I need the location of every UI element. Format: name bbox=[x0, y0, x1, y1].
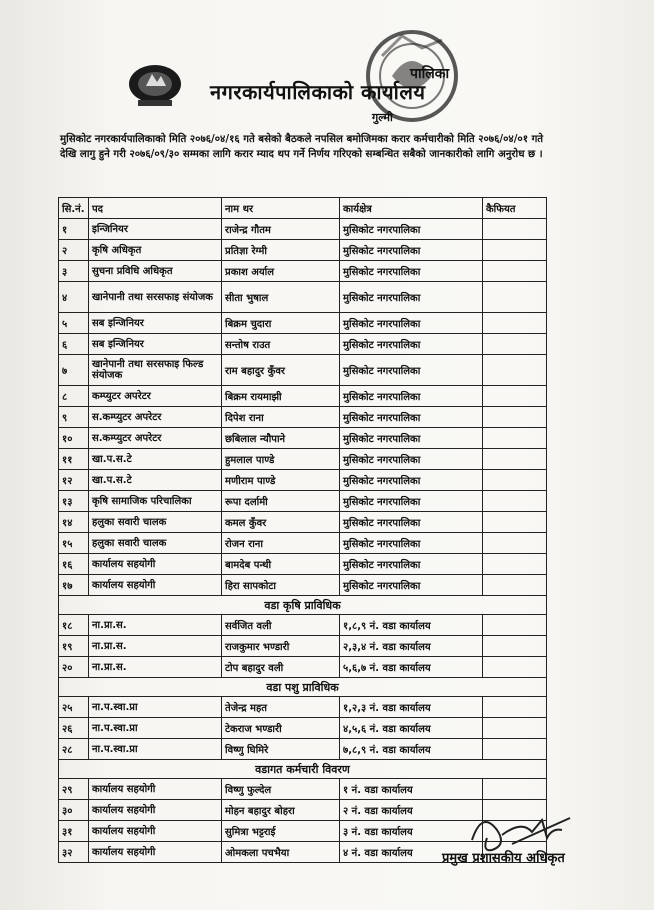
col-header-sn: सि.नं. bbox=[59, 198, 89, 219]
cell-post: ना.प.स्वा.प्रा bbox=[89, 739, 222, 760]
cell-area: मुसिकोट नगरपालिका bbox=[340, 512, 483, 533]
cell-area: मुसिकोट नगरपालिका bbox=[340, 491, 483, 512]
col-header-name: नाम थर bbox=[222, 198, 340, 219]
cell-remark bbox=[483, 697, 547, 718]
cell-sn: २८ bbox=[59, 739, 89, 760]
cell-post: सुचना प्रविधि अधिकृत bbox=[89, 261, 222, 282]
cell-name: प्रतिज्ञा रेग्मी bbox=[222, 240, 340, 261]
signature-mark-icon bbox=[452, 800, 602, 880]
cell-post: खा.प.स.टे bbox=[89, 449, 222, 470]
cell-name: कमल कुँवर bbox=[222, 512, 340, 533]
cell-sn: ४ bbox=[59, 282, 89, 313]
cell-remark bbox=[483, 428, 547, 449]
cell-area: मुसिकोट नगरपालिका bbox=[340, 313, 483, 334]
cell-name: टोप बहादुर वली bbox=[222, 657, 340, 678]
cell-post: स.कम्प्युटर अपरेटर bbox=[89, 428, 222, 449]
cell-name: राम बहादुर कुँवर bbox=[222, 355, 340, 386]
table-row bbox=[59, 512, 547, 533]
cell-remark bbox=[483, 512, 547, 533]
table-header-row bbox=[59, 198, 547, 219]
cell-name: विष्णु फुल्देल bbox=[222, 779, 340, 800]
cell-remark bbox=[483, 575, 547, 596]
cell-area: मुसिकोट नगरपालिका bbox=[340, 282, 483, 313]
cell-remark bbox=[483, 313, 547, 334]
table-row bbox=[59, 575, 547, 596]
cell-area: २,३,४ नं. वडा कार्यालय bbox=[340, 636, 483, 657]
cell-remark bbox=[483, 491, 547, 512]
cell-area: ४,५,६ नं. वडा कार्यालय bbox=[340, 718, 483, 739]
cell-sn: १२ bbox=[59, 470, 89, 491]
cell-name: राजेन्द्र गौतम bbox=[222, 219, 340, 240]
cell-name: सुमित्रा भट्टराई bbox=[222, 821, 340, 842]
cell-sn: ९ bbox=[59, 407, 89, 428]
table-row bbox=[59, 219, 547, 240]
cell-sn: ११ bbox=[59, 449, 89, 470]
cell-area: मुसिकोट नगरपालिका bbox=[340, 575, 483, 596]
table-row bbox=[59, 334, 547, 355]
cell-name: हुमलाल पाण्डे bbox=[222, 449, 340, 470]
cell-name: सीता भुषाल bbox=[222, 282, 340, 313]
cell-area: मुसिकोट नगरपालिका bbox=[340, 533, 483, 554]
cell-area: १,२,३ नं. वडा कार्यालय bbox=[340, 697, 483, 718]
cell-name: दिपेश राना bbox=[222, 407, 340, 428]
section-header-row bbox=[59, 760, 547, 779]
cell-name: राजकुमार भण्डारी bbox=[222, 636, 340, 657]
cell-name: सन्तोष राउत bbox=[222, 334, 340, 355]
cell-post: स.कम्प्युटर अपरेटर bbox=[89, 407, 222, 428]
cell-post: सब इन्जिनियर bbox=[89, 313, 222, 334]
cell-remark bbox=[483, 449, 547, 470]
cell-post: सब इन्जिनियर bbox=[89, 334, 222, 355]
table-row bbox=[59, 697, 547, 718]
table-row bbox=[59, 282, 547, 313]
table-row bbox=[59, 407, 547, 428]
notice-paragraph: मुसिकोट नगरकार्यपालिकाको मिति २०७६/०४/१६ गते बसेको बैठकले नपसिल बमोजिमका करार कर्मचारीको मिति २०७६/०४/०१ गते देखि लागु हुने गरी २०७६/०९/३० सम्मका लागि करार म्याद थप गर्ने निर्णय गरिएको सम्बन्धित सबैको जानकारीको लागि अनुरोध छ । bbox=[60, 134, 544, 160]
cell-post: ना.प्रा.स. bbox=[89, 657, 222, 678]
cell-name: सर्वजित वली bbox=[222, 615, 340, 636]
cell-area: मुसिकोट नगरपालिका bbox=[340, 240, 483, 261]
cell-name: रूपा दर्लामी bbox=[222, 491, 340, 512]
section-header-row bbox=[59, 596, 547, 615]
table-row bbox=[59, 386, 547, 407]
cell-area: मुसिकोट नगरपालिका bbox=[340, 470, 483, 491]
table-row bbox=[59, 718, 547, 739]
cell-post: कम्प्युटर अपरेटर bbox=[89, 386, 222, 407]
cell-remark bbox=[483, 334, 547, 355]
cell-area: मुसिकोट नगरपालिका bbox=[340, 334, 483, 355]
cell-remark bbox=[483, 615, 547, 636]
cell-post: इन्जिनियर bbox=[89, 219, 222, 240]
table-row bbox=[59, 779, 547, 800]
cell-area: ४ नं. वडा कार्यालय bbox=[340, 842, 483, 863]
cell-sn: १० bbox=[59, 428, 89, 449]
table-row bbox=[59, 261, 547, 282]
table-row bbox=[59, 636, 547, 657]
cell-name: मोहन बहादुर बोहरा bbox=[222, 800, 340, 821]
cell-sn: १ bbox=[59, 219, 89, 240]
cell-post: हलुका सवारी चालक bbox=[89, 512, 222, 533]
cell-remark bbox=[483, 282, 547, 313]
cell-sn: ५ bbox=[59, 313, 89, 334]
cell-post: कृषि अधिकृत bbox=[89, 240, 222, 261]
cell-remark bbox=[483, 533, 547, 554]
cell-post: कार्यालय सहयोगी bbox=[89, 800, 222, 821]
table-row bbox=[59, 240, 547, 261]
cell-post: कार्यालय सहयोगी bbox=[89, 821, 222, 842]
table-row bbox=[59, 428, 547, 449]
cell-sn: १६ bbox=[59, 554, 89, 575]
cell-area: १,८,९ नं. वडा कार्यालय bbox=[340, 615, 483, 636]
cell-sn: २९ bbox=[59, 779, 89, 800]
cell-sn: १४ bbox=[59, 512, 89, 533]
cell-area: मुसिकोट नगरपालिका bbox=[340, 219, 483, 240]
cell-area: मुसिकोट नगरपालिका bbox=[340, 428, 483, 449]
cell-post: कार्यालय सहयोगी bbox=[89, 575, 222, 596]
cell-sn: ३२ bbox=[59, 842, 89, 863]
office-title: नगरकार्यपालिकाको कार्यालय bbox=[210, 80, 426, 104]
table-row bbox=[59, 313, 547, 334]
office-location: गुल्मी bbox=[372, 111, 393, 124]
cell-sn: १५ bbox=[59, 533, 89, 554]
cell-sn: २० bbox=[59, 657, 89, 678]
cell-sn: ७ bbox=[59, 355, 89, 386]
cell-remark bbox=[483, 636, 547, 657]
cell-remark bbox=[483, 470, 547, 491]
col-header-remark: कैफियत bbox=[483, 198, 547, 219]
cell-area: मुसिकोट नगरपालिका bbox=[340, 355, 483, 386]
section-title: वडा पशु प्राविधिक bbox=[59, 678, 547, 697]
cell-remark bbox=[483, 240, 547, 261]
cell-area: २ नं. वडा कार्यालय bbox=[340, 800, 483, 821]
cell-post: ना.प.स्वा.प्रा bbox=[89, 718, 222, 739]
cell-name: छबिलाल न्यौपाने bbox=[222, 428, 340, 449]
cell-remark bbox=[483, 779, 547, 800]
cell-post: ना.प्रा.स. bbox=[89, 615, 222, 636]
section-header-row bbox=[59, 678, 547, 697]
cell-remark bbox=[483, 718, 547, 739]
cell-post: कार्यालय सहयोगी bbox=[89, 779, 222, 800]
cell-post: हलुका सवारी चालक bbox=[89, 533, 222, 554]
cell-sn: १७ bbox=[59, 575, 89, 596]
cell-sn: २६ bbox=[59, 718, 89, 739]
cell-post: ना.प.स्वा.प्रा bbox=[89, 697, 222, 718]
cell-name: रोजन राना bbox=[222, 533, 340, 554]
cell-sn: ३१ bbox=[59, 821, 89, 842]
cell-remark bbox=[483, 554, 547, 575]
cell-name: हिरा सापकोटा bbox=[222, 575, 340, 596]
cell-post: ना.प्रा.स. bbox=[89, 636, 222, 657]
cell-area: मुसिकोट नगरपालिका bbox=[340, 261, 483, 282]
cell-sn: ६ bbox=[59, 334, 89, 355]
cell-area: ५,६,७ नं. वडा कार्यालय bbox=[340, 657, 483, 678]
cell-name: टेकराज भण्डारी bbox=[222, 718, 340, 739]
section-title: वडा कृषि प्राविधिक bbox=[59, 596, 547, 615]
letterhead bbox=[120, 48, 560, 132]
cell-remark bbox=[483, 407, 547, 428]
cell-sn: १८ bbox=[59, 615, 89, 636]
table-row bbox=[59, 449, 547, 470]
cell-name: बिक्रम रायमाझी bbox=[222, 386, 340, 407]
signature-title: प्रमुख प्रशासकीय अधिकृत bbox=[442, 851, 565, 866]
section-title: वडागत कर्मचारी विवरण bbox=[59, 760, 547, 779]
nepal-emblem-icon bbox=[124, 60, 186, 110]
col-header-area: कार्यक्षेत्र bbox=[340, 198, 483, 219]
cell-remark bbox=[483, 739, 547, 760]
table-row bbox=[59, 739, 547, 760]
cell-area: मुसिकोट नगरपालिका bbox=[340, 449, 483, 470]
cell-post: कार्यालय सहयोगी bbox=[89, 554, 222, 575]
cell-sn: १३ bbox=[59, 491, 89, 512]
cell-name: ओमकला पचभैया bbox=[222, 842, 340, 863]
cell-name: बामदेब पन्थी bbox=[222, 554, 340, 575]
table-row bbox=[59, 470, 547, 491]
cell-remark bbox=[483, 355, 547, 386]
header-line-1: पालिका bbox=[410, 66, 450, 82]
cell-remark bbox=[483, 219, 547, 240]
cell-sn: २ bbox=[59, 240, 89, 261]
cell-post: कार्यालय सहयोगी bbox=[89, 842, 222, 863]
cell-sn: ८ bbox=[59, 386, 89, 407]
cell-remark bbox=[483, 386, 547, 407]
table-row bbox=[59, 615, 547, 636]
cell-post: खानेपानी तथा सरसफाइ संयोजक bbox=[89, 282, 222, 313]
table-row bbox=[59, 533, 547, 554]
cell-sn: २५ bbox=[59, 697, 89, 718]
cell-name: प्रकाश अर्याल bbox=[222, 261, 340, 282]
cell-area: १ नं. वडा कार्यालय bbox=[340, 779, 483, 800]
table-row bbox=[59, 657, 547, 678]
cell-area: मुसिकोट नगरपालिका bbox=[340, 407, 483, 428]
cell-area: मुसिकोट नगरपालिका bbox=[340, 554, 483, 575]
cell-area: ७,८,९ नं. वडा कार्यालय bbox=[340, 739, 483, 760]
cell-post: खानेपानी तथा सरसफाइ फिल्ड संयोजक bbox=[89, 355, 222, 386]
cell-remark bbox=[483, 261, 547, 282]
cell-post: कृषि सामाजिक परिचालिका bbox=[89, 491, 222, 512]
cell-sn: १९ bbox=[59, 636, 89, 657]
table-row bbox=[59, 355, 547, 386]
cell-sn: ३ bbox=[59, 261, 89, 282]
table-row bbox=[59, 491, 547, 512]
cell-name: मणीराम पाण्डे bbox=[222, 470, 340, 491]
col-header-post: पद bbox=[89, 198, 222, 219]
cell-name: विष्णु घिमिरे bbox=[222, 739, 340, 760]
cell-sn: ३० bbox=[59, 800, 89, 821]
cell-name: बिक्रम चुदारा bbox=[222, 313, 340, 334]
cell-remark bbox=[483, 657, 547, 678]
cell-area: ३ नं. वडा कार्यालय bbox=[340, 821, 483, 842]
table-row bbox=[59, 554, 547, 575]
staff-table bbox=[58, 197, 547, 863]
cell-name: तेजेन्द्र महत bbox=[222, 697, 340, 718]
cell-post: खा.प.स.टे bbox=[89, 470, 222, 491]
cell-area: मुसिकोट नगरपालिका bbox=[340, 386, 483, 407]
